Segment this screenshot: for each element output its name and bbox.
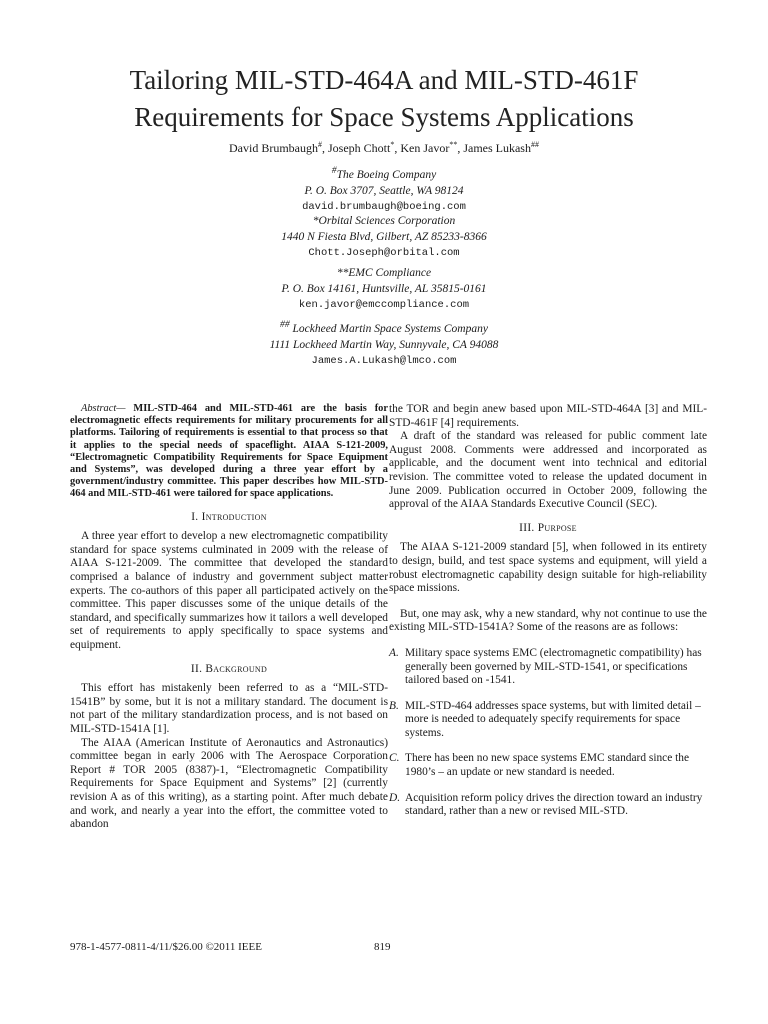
affiliation-boeing: #The Boeing Company P. O. Box 3707, Seattle, WA 98124 david.brumbaugh@boeing.com [0, 163, 768, 215]
email-link[interactable]: ken.javor@emccompliance.com [298, 299, 470, 311]
paragraph: A draft of the standard was released for public comment late August 2008. Comments were addressed and incorporated as applicable, and the document went into technical and editorial revision. The committee voted to release the updated document in June 2009. Publication occurred in October 2009, following the approval of the AIAA Standards Executive Council (SEC). [389, 430, 707, 511]
copyright-footer: 978-1-4577-0811-4/11/$26.00 ©2011 IEEE [70, 941, 262, 953]
list-item: D. Acquisition reform policy drives the direction toward an industry standard, rather than a new or revised MIL-STD. [389, 791, 703, 818]
paper-title-line-1: Tailoring MIL-STD-464A and MIL-STD-461F [129, 65, 639, 95]
author-name: David Brumbaugh [229, 141, 318, 155]
email-link[interactable]: James.A.Lukash@lmco.com [311, 354, 457, 367]
list-item: B. MIL-STD-464 addresses space systems, but with limited detail – more is needed to adequately specify requirements for space systems. [389, 699, 701, 739]
paper-title-line-2: Requirements for Space Systems Applications [134, 102, 634, 132]
section-heading-purpose: III. Purpose [519, 521, 577, 534]
paragraph: A three year effort to develop a new electromagnetic compatibility standard for space systems culminated in 2009 with the release of AIAA S-121-2009. The committee that developed the standard comprised a balance of industry and government subject matter experts. The co-authors of this paper all participated actively on the committee. This paper discusses some of the unique details of the standard, and specifically summarizes how it tailors a well developed set of requirements to apply specifically to space systems and equipment. [70, 530, 388, 651]
list-item: A. Military space systems EMC (electromagnetic compatibility) has generally been governed by MIL-STD-1541, or specifications tailored based on -1541. [389, 646, 702, 687]
reasons-list [389, 647, 707, 819]
paragraph: The AIAA S-121-2009 standard [5], when followed in its entirety to design, build, and test space systems and equipment, will yield a robust electromagnetic capability design suitable for high-reliability space missions. [389, 541, 707, 595]
author-name: Ken Javor [400, 141, 450, 155]
right-column [389, 403, 707, 831]
paragraph: the TOR and begin anew based upon MIL-STD-464A [3] and MIL-STD-461F [4] requirements. [389, 403, 707, 429]
abstract: Abstract— MIL-STD-464 and MIL-STD-461 are the basis for electromagnetic effects requirements for military procurements for all platforms. Tailoring of requirements is essential to that process so that it applies to the special needs of spaceflight. AIAA S-121-2009, “Electromagnetic Compatibility Requirements for Space Equipment and Systems”, was developed during a three year effort by a government/industry committee. This paper describes how MIL-STD-464 and MIL-STD-461 were tailored for space applications. [70, 403, 388, 500]
list-item: C. There has been no new space systems EMC standard since the 1980’s – an update or new standard is needed. [389, 752, 690, 779]
affiliation-orbital: *Orbital Sciences Corporation 1440 N Fiesta Blvd, Gilbert, AZ 85233-8366 Chott.Joseph@orbital.com [0, 213, 768, 261]
author-name: Joseph Chott [328, 141, 391, 155]
page-number: 819 [374, 941, 391, 953]
author-list: David Brumbaugh#, Joseph Chott*, Ken Javor**, James Lukash## [229, 140, 539, 155]
author-name: James Lukash [463, 141, 531, 155]
section-heading-background: II. Background [190, 662, 268, 675]
affiliation-lockheed: ## Lockheed Martin Space Systems Company 1111 Lockheed Martin Way, Sunnyvale, CA 94088 James.A.Lukash@lmco.com [0, 317, 768, 369]
email-link[interactable]: david.brumbaugh@boeing.com [302, 200, 466, 213]
email-link[interactable]: Chott.Joseph@orbital.com [308, 247, 460, 259]
affiliation-emc-compliance: **EMC Compliance P. O. Box 14161, Huntsville, AL 35815-0161 ken.javor@emccompliance.com [0, 265, 768, 313]
paragraph: The AIAA (American Institute of Aeronautics and Astronautics) committee began in early 2006 with The Aerospace Corporation Report # TOR 2005 (8387)-1, “Electromagnetic Compatibility Requirements for Space Equipment and Systems” [2] (currently revision A as of this writing), as a starting point. After much debate and work, and nearly a year into the effort, the committee voted to abandon [70, 736, 388, 831]
section-heading-introduction: I. Introduction [191, 510, 267, 523]
paragraph: This effort has mistakenly been referred to as a “MIL-STD-1541B” by some, but it is not a military standard. The document is not part of the military standardization process, and is not based on MIL-STD-1541A [1]. [70, 682, 388, 735]
paragraph: But, one may ask, why a new standard, why not continue to use the existing MIL-STD-1541A? Some of the reasons are as follows: [389, 607, 707, 634]
left-column [70, 403, 388, 832]
